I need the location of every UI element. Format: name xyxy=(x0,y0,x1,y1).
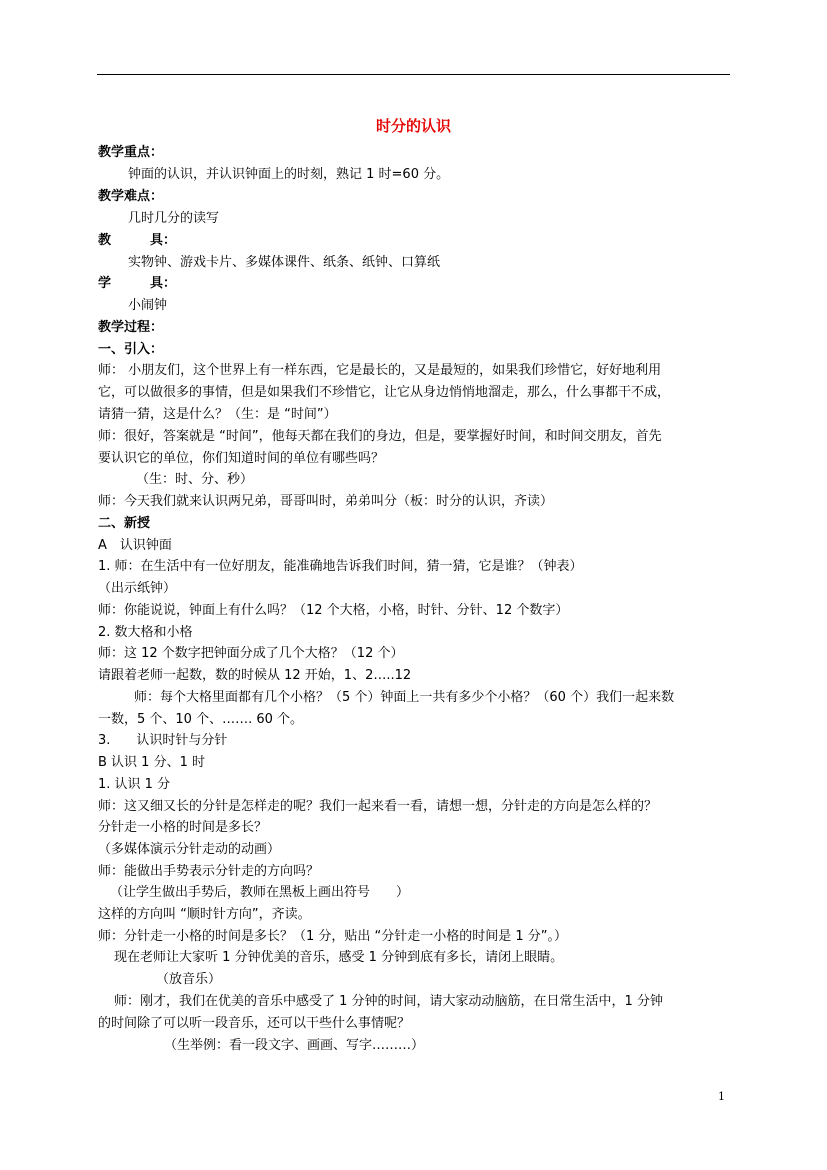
paragraph-line: （生举例：看一段文字、画画、写字………） xyxy=(164,1038,425,1053)
paragraph-line: （让学生做出手势后，教师在黑板上画出符号 ） xyxy=(110,885,410,900)
paragraph-line: 师：刚才，我们在优美的音乐中感受了 1 分钟的时间，请大家动动脑筋，在日常生活中，1 分钟 xyxy=(114,994,663,1009)
paragraph-line: 现在老师让大家听 1 分钟优美的音乐，感受 1 分钟到底有多长，请闭上眼睛。 xyxy=(114,950,564,965)
paragraph-line: 师：这又细又长的分针是怎样走的呢？我们一起来看一看，请想一想，分针走的方向是怎么样的？ xyxy=(98,799,658,814)
paragraph-line: （放音乐） xyxy=(156,972,222,987)
section-heading: 教学过程： xyxy=(98,320,164,335)
paragraph-line: 钟面的认识，并认识钟面上的时刻，熟记 1 时=60 分。 xyxy=(128,167,450,182)
paragraph-line: 师：你能说说，钟面上有什么吗？（12 个大格，小格，时针、分针、12 个数字） xyxy=(98,603,569,618)
paragraph-line: B 认识 1 分、1 时 xyxy=(98,755,205,770)
paragraph-line: 小闹钟 xyxy=(128,298,168,313)
paragraph-line: 师：这 12 个数字把钟面分成了几个大格？（12 个） xyxy=(98,646,404,661)
paragraph-line: 3. 认识时针与分针 xyxy=(98,733,228,748)
section-heading: 教学难点： xyxy=(98,189,164,204)
section-heading: 学 具： xyxy=(98,276,177,291)
paragraph-line: 要认识它的单位，你们知道时间的单位有哪些吗？ xyxy=(98,451,385,466)
paragraph-line: 1. 师：在生活中有一位好朋友，能准确地告诉我们时间，猜一猜，它是谁？（钟表） xyxy=(98,559,583,574)
paragraph-line: 师：很好，答案就是 “时间”，他每天都在我们的身边，但是，要掌握好时间，和时间交朋友，首先 xyxy=(98,429,662,444)
paragraph-line: 一数，5 个、10 个、……. 60 个。 xyxy=(98,712,304,727)
page-number: 1 xyxy=(718,1090,725,1103)
paragraph-line: 这样的方向叫 “顺时针方向”，齐读。 xyxy=(98,907,311,922)
paragraph-line: 请跟着老师一起数，数的时候从 12 开始，1、2…..12 xyxy=(98,668,412,683)
paragraph-line: 请猜一猜，这是什么？（生：是 “时间”） xyxy=(98,407,337,422)
paragraph-line: （生：时、分、秒） xyxy=(136,472,254,487)
section-heading: 教学重点： xyxy=(98,145,164,160)
paragraph-line: 师：每个大格里面都有几个小格？（5 个）钟面上一共有多少个小格？（60 个）我们一起来数 xyxy=(134,690,675,705)
paragraph-line: 几时几分的读写 xyxy=(128,211,220,226)
document-title: 时分的认识 xyxy=(375,117,451,135)
paragraph-line: 师：分针走一小格的时间是多长？（1 分，贴出 “分针走一小格的时间是 1 分”。） xyxy=(98,929,568,944)
paragraph-line: 1. 认识 1 分 xyxy=(98,777,171,792)
paragraph-line: 师： 小朋友们，这个世界上有一样东西，它是最长的，又是最短的，如果我们珍惜它，好好地利用 xyxy=(98,363,662,378)
section-heading: 教 具： xyxy=(98,233,177,248)
paragraph-line: 分针走一小格的时间是多长？ xyxy=(98,820,268,835)
paragraph-line: 师：今天我们就来认识两兄弟，哥哥叫时，弟弟叫分（板：时分的认识，齐读） xyxy=(98,494,554,509)
paragraph-line: A 认识钟面 xyxy=(98,538,172,553)
paragraph-line: 2. 数大格和小格 xyxy=(98,625,193,640)
section-heading: 二、新授 xyxy=(98,516,151,531)
paragraph-line: 它，可以做很多的事情，但是如果我们不珍惜它，让它从身边悄悄地溜走，那么，什么事都干不成， xyxy=(98,385,671,400)
paragraph-line: 实物钟、游戏卡片、多媒体课件、纸条、纸钟、口算纸 xyxy=(128,255,441,270)
paragraph-line: 师：能做出手势表示分针走的方向吗？ xyxy=(98,864,320,879)
paragraph-line: 的时间除了可以听一段音乐，还可以干些什么事情呢？ xyxy=(98,1016,411,1031)
paragraph-line: （出示纸钟） xyxy=(98,581,177,596)
header-rule xyxy=(97,74,730,75)
paragraph-line: （多媒体演示分针走动的动画） xyxy=(98,842,281,857)
section-heading: 一、引入： xyxy=(98,342,164,357)
